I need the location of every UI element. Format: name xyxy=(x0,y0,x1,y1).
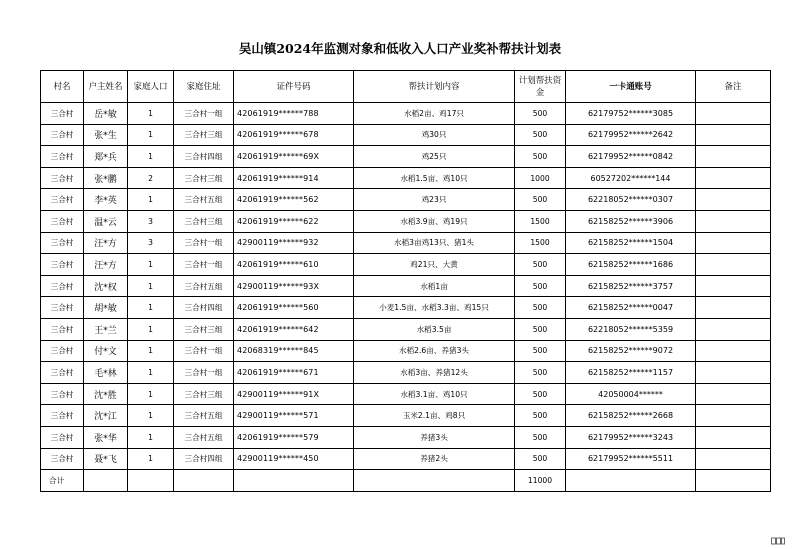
cell-remarks xyxy=(696,146,771,168)
cell-planned-fund: 500 xyxy=(515,103,566,125)
cell-address: 三合村五组 xyxy=(174,189,234,211)
cell-aid-plan: 水稻3.5亩 xyxy=(354,318,515,340)
cell-household-head: 沈*胜 xyxy=(84,383,128,405)
cell-household-size: 1 xyxy=(128,146,174,168)
cell-address: 三合村四组 xyxy=(174,146,234,168)
cell-account: 62158252******3906 xyxy=(566,210,696,232)
table-row xyxy=(41,146,771,168)
cell-household-head: 张*生 xyxy=(84,124,128,146)
cell-id-number: 42061919******562 xyxy=(234,189,354,211)
cell-household-size: 1 xyxy=(128,318,174,340)
cell-village: 三合村 xyxy=(41,103,84,125)
cell-id-number: 42900119******91X xyxy=(234,383,354,405)
total-row xyxy=(41,470,771,492)
cell-remarks xyxy=(696,167,771,189)
total-empty-cell xyxy=(174,470,234,492)
cell-account: 62179952******2642 xyxy=(566,124,696,146)
cell-account: 62179952******5511 xyxy=(566,448,696,470)
cell-remarks xyxy=(696,297,771,319)
table-row xyxy=(41,383,771,405)
cell-id-number: 42900119******932 xyxy=(234,232,354,254)
cell-address: 三合村三组 xyxy=(174,167,234,189)
cell-address: 三合村五组 xyxy=(174,405,234,427)
cell-id-number: 42061919******622 xyxy=(234,210,354,232)
table-row xyxy=(41,254,771,276)
cell-village: 三合村 xyxy=(41,383,84,405)
cell-aid-plan: 水稻1亩 xyxy=(354,275,515,297)
cell-id-number: 42061919******671 xyxy=(234,362,354,384)
cell-account: 42050004****** xyxy=(566,383,696,405)
cell-village: 三合村 xyxy=(41,448,84,470)
cell-village: 三合村 xyxy=(41,146,84,168)
cell-household-head: 温*云 xyxy=(84,210,128,232)
table-row xyxy=(41,448,771,470)
cell-village: 三合村 xyxy=(41,340,84,362)
cell-id-number: 42061919******642 xyxy=(234,318,354,340)
cell-address: 三合村三组 xyxy=(174,318,234,340)
table-row xyxy=(41,426,771,448)
cell-planned-fund: 500 xyxy=(515,340,566,362)
table-row xyxy=(41,189,771,211)
cell-household-size: 1 xyxy=(128,189,174,211)
cell-remarks xyxy=(696,103,771,125)
col-header-village: 村名 xyxy=(41,71,84,103)
page-corner-mark xyxy=(771,537,785,545)
table-row xyxy=(41,340,771,362)
cell-household-size: 1 xyxy=(128,254,174,276)
cell-planned-fund: 500 xyxy=(515,383,566,405)
total-empty-cell xyxy=(696,470,771,492)
cell-address: 三合村一组 xyxy=(174,340,234,362)
cell-id-number: 42061919******678 xyxy=(234,124,354,146)
cell-village: 三合村 xyxy=(41,297,84,319)
cell-address: 三合村四组 xyxy=(174,448,234,470)
cell-remarks xyxy=(696,448,771,470)
cell-id-number: 42068319******845 xyxy=(234,340,354,362)
cell-household-size: 1 xyxy=(128,426,174,448)
cell-aid-plan: 鸡21只、大黄 xyxy=(354,254,515,276)
col-header-planned-fund: 计划帮扶资金 xyxy=(515,71,566,103)
cell-remarks xyxy=(696,340,771,362)
cell-household-size: 1 xyxy=(128,405,174,427)
table-row xyxy=(41,405,771,427)
total-fund: 11000 xyxy=(515,470,566,492)
cell-household-head: 汪*方 xyxy=(84,232,128,254)
cell-id-number: 42061919******69X xyxy=(234,146,354,168)
total-empty-cell xyxy=(566,470,696,492)
cell-address: 三合村五组 xyxy=(174,426,234,448)
cell-id-number: 42061919******914 xyxy=(234,167,354,189)
col-header-aid-plan: 帮扶计划内容 xyxy=(354,71,515,103)
cell-address: 三合村一组 xyxy=(174,232,234,254)
cell-aid-plan: 水稻3亩、养猪12头 xyxy=(354,362,515,384)
table-row xyxy=(41,103,771,125)
cell-address: 三合村四组 xyxy=(174,297,234,319)
cell-household-size: 1 xyxy=(128,297,174,319)
cell-remarks xyxy=(696,405,771,427)
cell-planned-fund: 500 xyxy=(515,254,566,276)
table-row xyxy=(41,318,771,340)
cell-aid-plan: 鸡30只 xyxy=(354,124,515,146)
table-row xyxy=(41,232,771,254)
cell-aid-plan: 水稻1.5亩、鸡10只 xyxy=(354,167,515,189)
cell-village: 三合村 xyxy=(41,362,84,384)
cell-household-size: 3 xyxy=(128,232,174,254)
col-header-address: 家庭住址 xyxy=(174,71,234,103)
table-row xyxy=(41,297,771,319)
cell-household-head: 王*兰 xyxy=(84,318,128,340)
cell-household-size: 1 xyxy=(128,103,174,125)
total-empty-cell xyxy=(128,470,174,492)
cell-aid-plan: 小麦1.5亩、水稻3.3亩、鸡15只 xyxy=(354,297,515,319)
cell-id-number: 42900119******571 xyxy=(234,405,354,427)
total-empty-cell xyxy=(354,470,515,492)
cell-household-head: 汪*方 xyxy=(84,254,128,276)
cell-village: 三合村 xyxy=(41,405,84,427)
cell-planned-fund: 500 xyxy=(515,189,566,211)
cell-remarks xyxy=(696,210,771,232)
cell-address: 三合村一组 xyxy=(174,254,234,276)
cell-account: 62179952******3243 xyxy=(566,426,696,448)
cell-account: 62158252******2668 xyxy=(566,405,696,427)
cell-remarks xyxy=(696,275,771,297)
cell-household-head: 毛*林 xyxy=(84,362,128,384)
cell-village: 三合村 xyxy=(41,426,84,448)
cell-household-head: 张*华 xyxy=(84,426,128,448)
cell-id-number: 42061919******610 xyxy=(234,254,354,276)
cell-household-head: 胡*敏 xyxy=(84,297,128,319)
cell-remarks xyxy=(696,189,771,211)
cell-household-head: 付*文 xyxy=(84,340,128,362)
table-header-row xyxy=(41,71,771,103)
col-header-remarks: 备注 xyxy=(696,71,771,103)
cell-household-head: 李*英 xyxy=(84,189,128,211)
cell-remarks xyxy=(696,124,771,146)
cell-id-number: 42061919******560 xyxy=(234,297,354,319)
cell-remarks xyxy=(696,232,771,254)
cell-remarks xyxy=(696,362,771,384)
cell-address: 三合村三组 xyxy=(174,124,234,146)
cell-planned-fund: 1000 xyxy=(515,167,566,189)
cell-household-size: 3 xyxy=(128,210,174,232)
cell-account: 62158252******1504 xyxy=(566,232,696,254)
cell-village: 三合村 xyxy=(41,232,84,254)
cell-household-size: 1 xyxy=(128,362,174,384)
cell-remarks xyxy=(696,383,771,405)
cell-aid-plan: 养猪2头 xyxy=(354,448,515,470)
cell-household-head: 郑*兵 xyxy=(84,146,128,168)
cell-household-head: 沈*江 xyxy=(84,405,128,427)
cell-aid-plan: 鸡25只 xyxy=(354,146,515,168)
col-header-id-number: 证件号码 xyxy=(234,71,354,103)
cell-remarks xyxy=(696,254,771,276)
cell-account: 62158252******9072 xyxy=(566,340,696,362)
cell-household-size: 1 xyxy=(128,340,174,362)
cell-account: 62218052******0307 xyxy=(566,189,696,211)
cell-id-number: 42900119******93X xyxy=(234,275,354,297)
cell-account: 62158252******1157 xyxy=(566,362,696,384)
table-row xyxy=(41,362,771,384)
col-header-household-size: 家庭人口 xyxy=(128,71,174,103)
cell-id-number: 42900119******450 xyxy=(234,448,354,470)
cell-planned-fund: 1500 xyxy=(515,210,566,232)
cell-planned-fund: 500 xyxy=(515,297,566,319)
table-body xyxy=(41,103,771,470)
cell-aid-plan: 玉米2.1亩、鸡8只 xyxy=(354,405,515,427)
cell-village: 三合村 xyxy=(41,210,84,232)
cell-household-size: 1 xyxy=(128,275,174,297)
cell-address: 三合村一组 xyxy=(174,103,234,125)
cell-account: 62158252******1686 xyxy=(566,254,696,276)
table-row xyxy=(41,210,771,232)
cell-aid-plan: 鸡23只 xyxy=(354,189,515,211)
cell-planned-fund: 500 xyxy=(515,146,566,168)
cell-household-size: 1 xyxy=(128,448,174,470)
cell-village: 三合村 xyxy=(41,318,84,340)
cell-account: 62179952******0842 xyxy=(566,146,696,168)
cell-aid-plan: 水稻2.6亩、养猪3头 xyxy=(354,340,515,362)
document-title: 吴山镇2024年监测对象和低收入人口产业奖补帮扶计划表 xyxy=(238,41,562,56)
cell-account: 62218052******5359 xyxy=(566,318,696,340)
cell-planned-fund: 500 xyxy=(515,275,566,297)
cell-household-size: 1 xyxy=(128,124,174,146)
cell-account: 60527202******144 xyxy=(566,167,696,189)
cell-aid-plan: 水稻2亩、鸡17只 xyxy=(354,103,515,125)
cell-planned-fund: 500 xyxy=(515,405,566,427)
total-label: 合计 xyxy=(41,470,84,492)
cell-aid-plan: 水稻3亩鸡13只、猪1头 xyxy=(354,232,515,254)
cell-id-number: 42061919******579 xyxy=(234,426,354,448)
cell-address: 三合村五组 xyxy=(174,275,234,297)
cell-village: 三合村 xyxy=(41,275,84,297)
total-empty-cell xyxy=(234,470,354,492)
cell-aid-plan: 水稻3.9亩、鸡19只 xyxy=(354,210,515,232)
cell-village: 三合村 xyxy=(41,167,84,189)
cell-household-head: 张*鹏 xyxy=(84,167,128,189)
cell-planned-fund: 500 xyxy=(515,124,566,146)
cell-household-head: 聂*飞 xyxy=(84,448,128,470)
col-header-account: 一卡通账号 xyxy=(566,71,696,103)
cell-household-size: 1 xyxy=(128,383,174,405)
cell-account: 62158252******0047 xyxy=(566,297,696,319)
cell-planned-fund: 500 xyxy=(515,318,566,340)
cell-household-head: 沈*权 xyxy=(84,275,128,297)
cell-village: 三合村 xyxy=(41,254,84,276)
cell-remarks xyxy=(696,426,771,448)
cell-household-size: 2 xyxy=(128,167,174,189)
aid-plan-table xyxy=(40,70,771,492)
cell-planned-fund: 500 xyxy=(515,362,566,384)
cell-planned-fund: 1500 xyxy=(515,232,566,254)
cell-aid-plan: 养猪3头 xyxy=(354,426,515,448)
cell-id-number: 42061919******788 xyxy=(234,103,354,125)
cell-household-head: 岳*敏 xyxy=(84,103,128,125)
cell-address: 三合村三组 xyxy=(174,383,234,405)
cell-aid-plan: 水稻3.1亩、鸡10只 xyxy=(354,383,515,405)
cell-address: 三合村一组 xyxy=(174,362,234,384)
cell-village: 三合村 xyxy=(41,124,84,146)
cell-village: 三合村 xyxy=(41,189,84,211)
cell-planned-fund: 500 xyxy=(515,448,566,470)
table-row xyxy=(41,275,771,297)
col-header-household-head: 户主姓名 xyxy=(84,71,128,103)
cell-address: 三合村三组 xyxy=(174,210,234,232)
table-row xyxy=(41,124,771,146)
cell-account: 62158252******3757 xyxy=(566,275,696,297)
cell-account: 62179752******3085 xyxy=(566,103,696,125)
total-empty-cell xyxy=(84,470,128,492)
cell-remarks xyxy=(696,318,771,340)
cell-planned-fund: 500 xyxy=(515,426,566,448)
table-row xyxy=(41,167,771,189)
